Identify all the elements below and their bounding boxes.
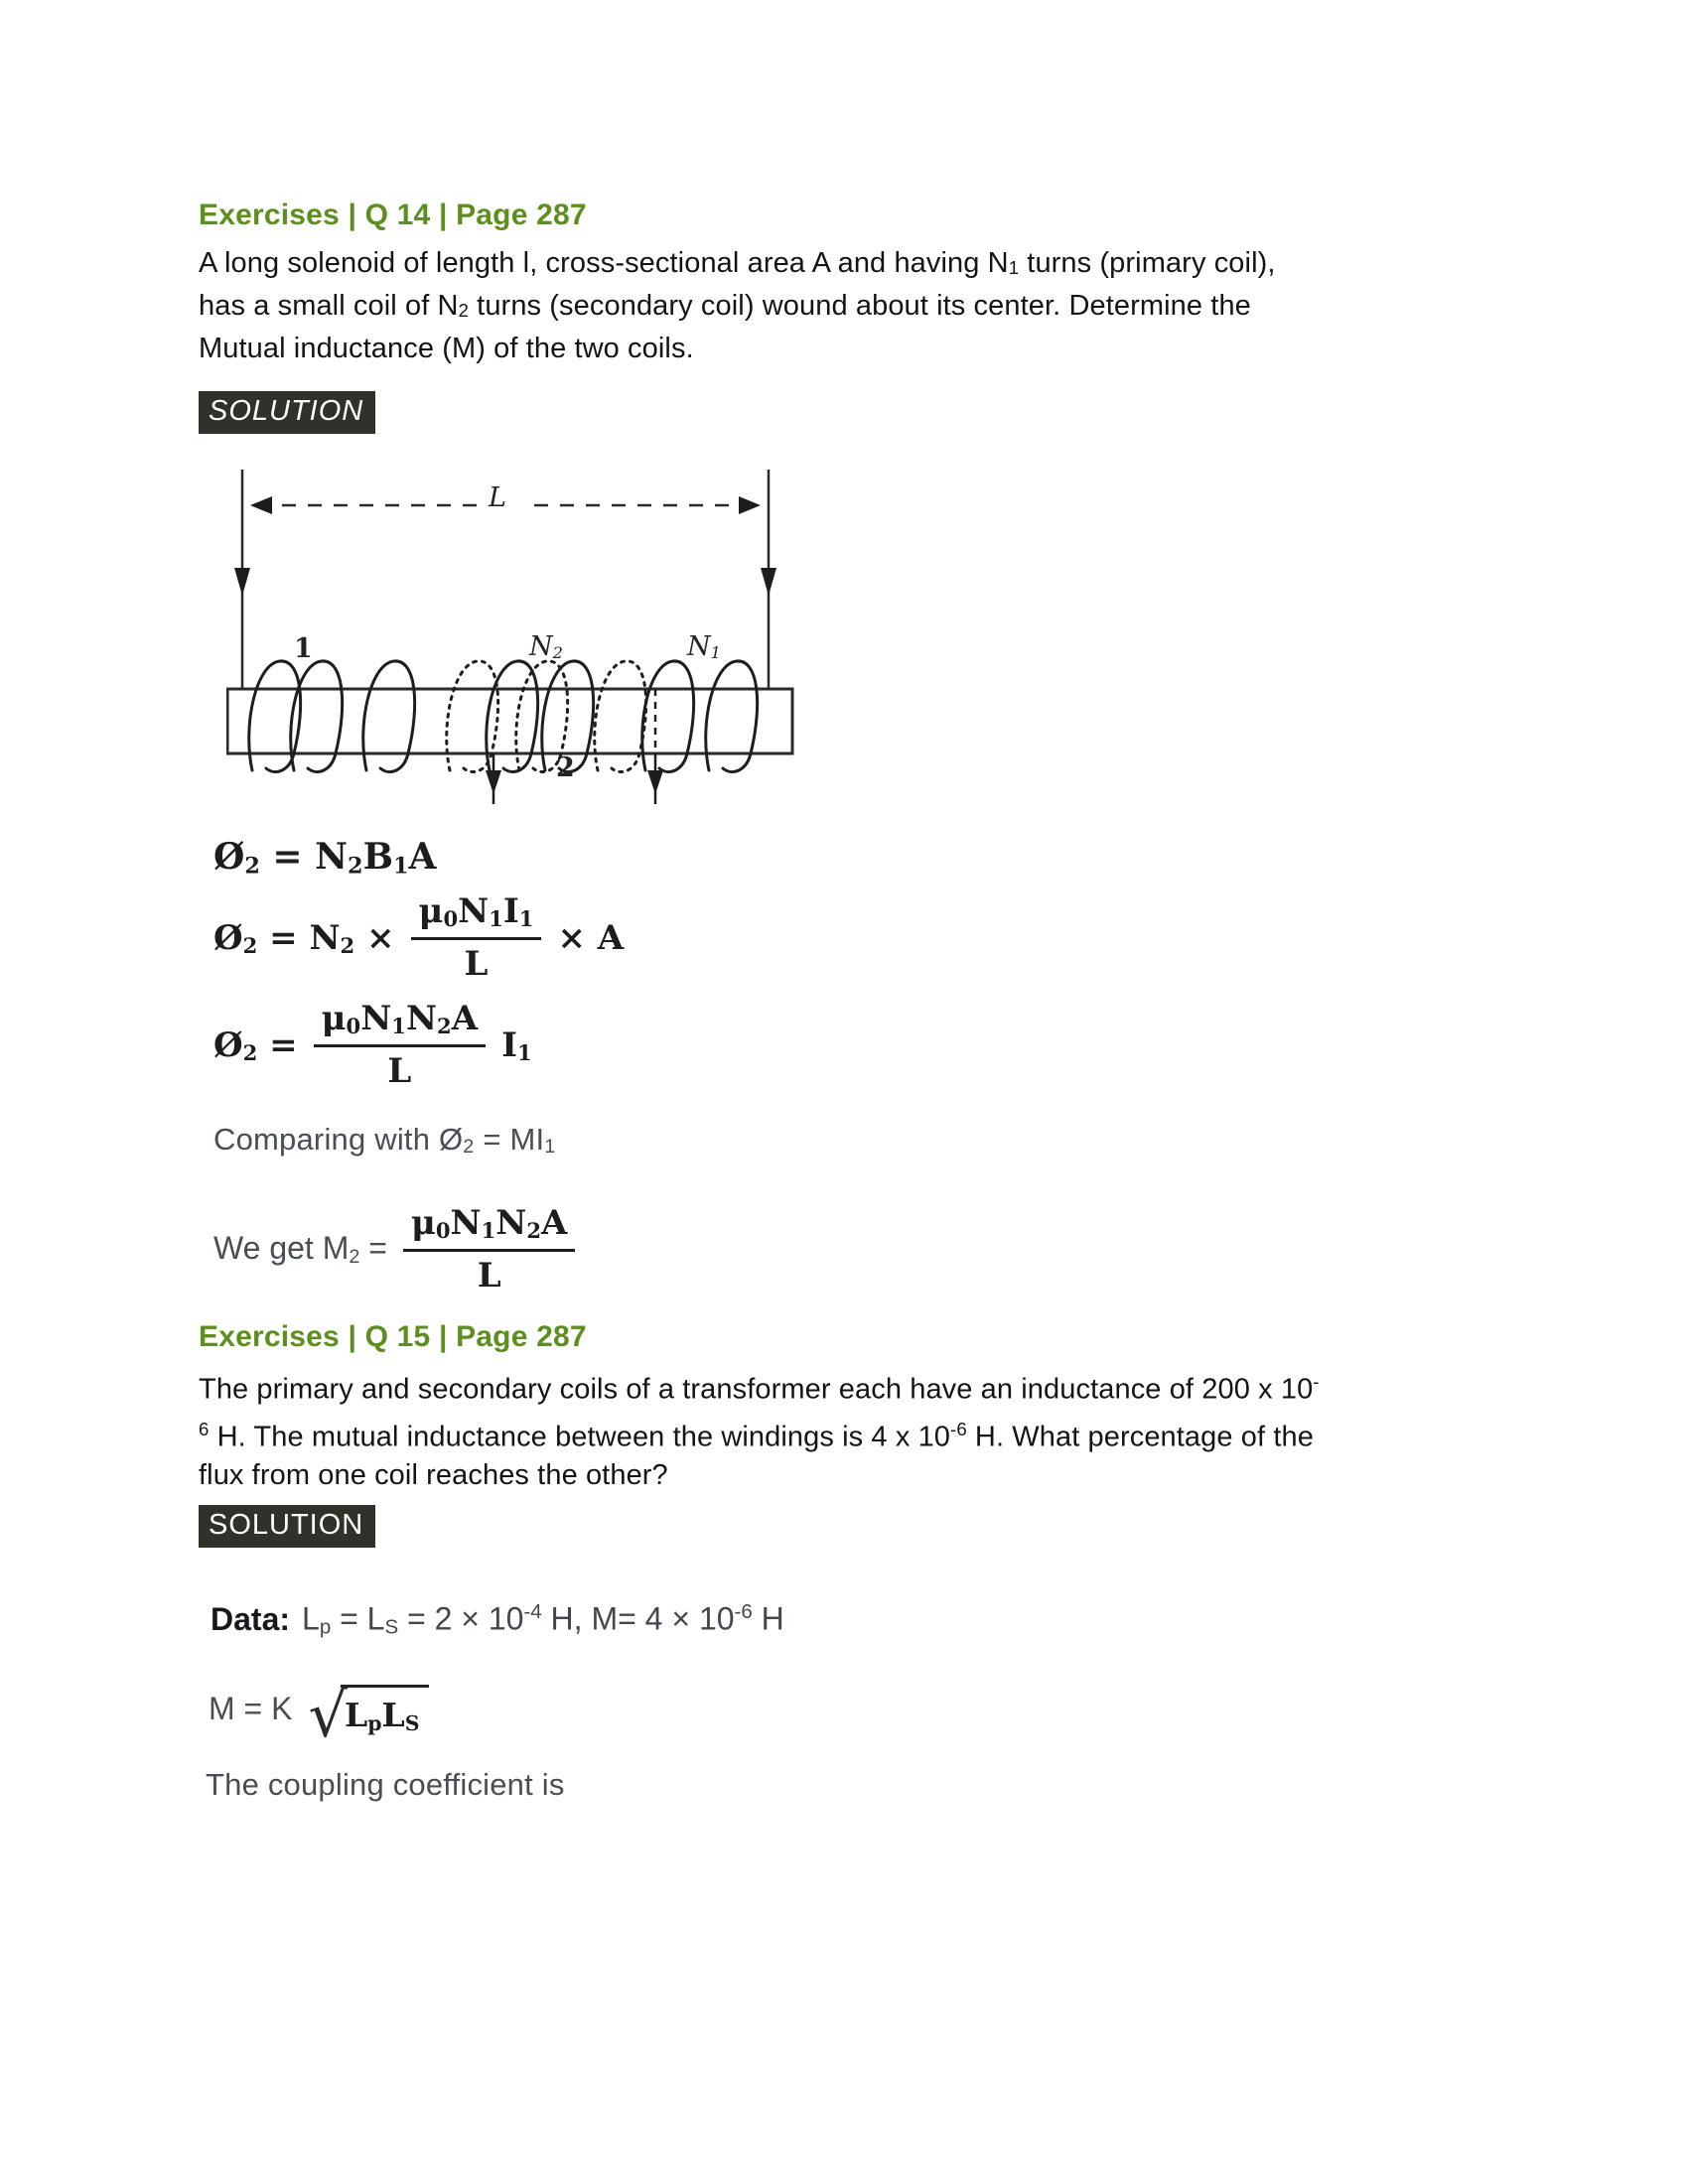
result-mutual-inductance (213, 1203, 575, 1296)
data-label: Data: (211, 1600, 291, 1637)
result-fraction (403, 1203, 575, 1296)
radical-sign: √ (308, 1679, 348, 1751)
formula-flux-3-fraction (314, 999, 486, 1091)
diagram-length-label: L (489, 482, 506, 513)
square-root (308, 1679, 429, 1751)
comparing-statement: Comparing with $Ø_2 = MI_1$ (213, 1122, 556, 1158)
formula-flux-3-post: $I_1$ (501, 1024, 532, 1065)
exercise-14-heading: Exercises | Q 14 | Page 287 (199, 199, 587, 231)
formula-flux-2-pre: $Ø_2 = N_2$ × (213, 917, 395, 958)
diagram-coil1-label: 1 (294, 633, 313, 664)
solution-badge-1: SOLUTION (199, 391, 375, 434)
fraction-denominator: L (403, 1249, 575, 1296)
formula-flux-1 (213, 836, 436, 879)
diagram-n2-label: $N_2$ (529, 631, 563, 663)
solenoid-diagram (226, 457, 797, 814)
data-line (211, 1600, 784, 1639)
formula-flux-2-fraction (411, 891, 542, 984)
coupling-formula (209, 1679, 429, 1751)
fraction-denominator: L (314, 1044, 486, 1091)
formula-flux-3 (213, 999, 532, 1091)
data-values: $L_p = L_S = 2 \times 10^{-4}$ H, $M= 4 \times 10^{-6}$ H (302, 1600, 784, 1639)
radicand: $L_pL_S$ (341, 1685, 429, 1735)
formula-flux-2 (213, 891, 624, 984)
diagram-n1-label: $N_1$ (687, 631, 721, 663)
coupling-formula-lead: M = K (209, 1691, 293, 1727)
formula-flux-3-pre: $Ø_2$ = (213, 1024, 298, 1065)
exercise-15-heading: Exercises | Q 15 | Page 287 (199, 1320, 587, 1353)
result-lead-text: We get $M_2$ = (213, 1230, 387, 1269)
solution-badge-2: SOLUTION (199, 1505, 375, 1548)
fraction-numerator: $\mu_0N_1N_2A$ (321, 999, 479, 1039)
exercise-14-question: A long solenoid of length l, cross-sectional area A and having $N_1$ turns (primary coil), has a small coil of $N_2$ turns (secondary coil) wound about its center. Determine the Mutual inductance (M) of the two coils. (199, 247, 1276, 365)
fraction-numerator: $\mu_0N_1N_2A$ (410, 1203, 568, 1244)
exercise-15-question: The primary and secondary coils of a transformer each have an inductance of 200 x 10- $^6$ H. The mutual inductance between the windings is 4 x $10^{-6}$ H. What percentage of the flux from one coil reaches the other? (199, 1371, 1320, 1492)
formula-flux-2-post: × A (557, 917, 625, 958)
closing-statement: The coupling coefficient is (206, 1767, 565, 1802)
fraction-numerator: $\mu_0N_1I_1$ (418, 891, 534, 932)
formula-flux-1-text: $Ø_2 = N_2B_1A$ (213, 836, 437, 880)
fraction-denominator: L (411, 937, 542, 984)
diagram-coil2-label: 2 (556, 752, 575, 783)
